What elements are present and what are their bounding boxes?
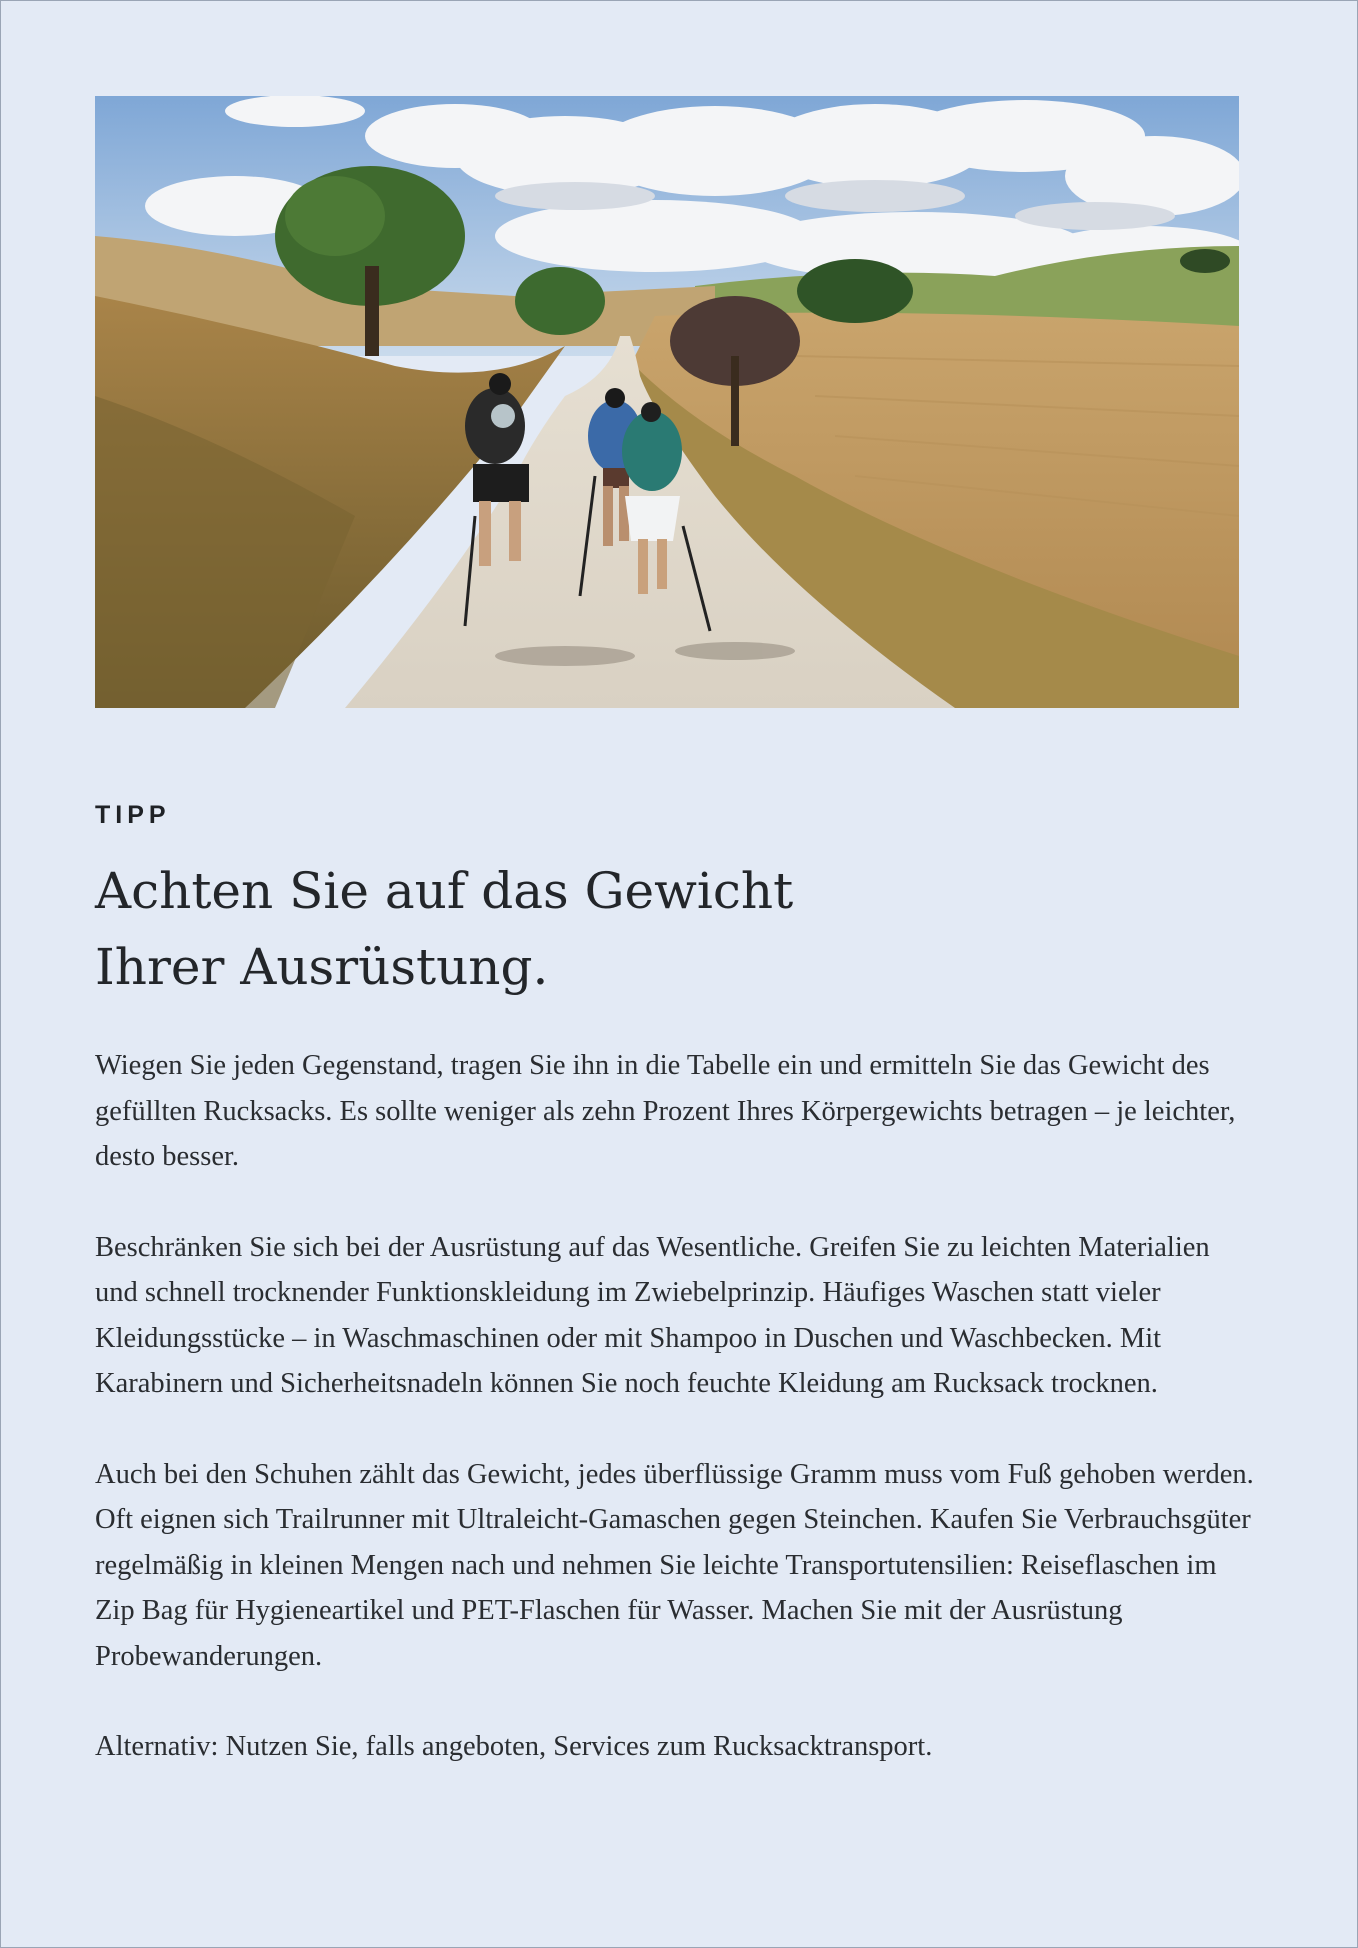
paragraph-shoes: Auch bei den Schuhen zählt das Gewicht, jedes überflüssige Gramm muss vom Fuß gehoben werden. Oft eignen sich Trailrunner mit Ultraleicht-Gamaschen gegen Steinchen. Kaufen Sie Verbrauchsgüter regelmäßig in kleinen Mengen nach und nehmen Sie leichte Transportutensilien: Reiseflaschen im Zip Bag für Hygieneartikel und PET-Flaschen für Wasser. Machen Sie mit der Ausrüstung Probewanderungen. bbox=[95, 1458, 1254, 1672]
article-headline bbox=[95, 853, 1245, 1005]
headline-line-1: Achten Sie auf das Gewicht bbox=[95, 862, 794, 920]
hikers-on-trail-photo bbox=[95, 96, 1239, 708]
headline-line-2: Ihrer Ausrüstung. bbox=[95, 938, 549, 996]
article-body bbox=[95, 1043, 1255, 1815]
paragraph-essentials: Beschränken Sie sich bei der Ausrüstung auf das Wesentliche. Greifen Sie zu leichten Materialien und schnell trocknender Funktionskleidung im Zwiebelprinzip. Häufiges Waschen statt vieler Kleidungsstücke – in Waschmaschinen oder mit Shampoo in Duschen und Waschbecken. Mit Karabinern und Sicherheitsnadeln können Sie noch feuchte Kleidung am Rucksack trocknen. bbox=[95, 1231, 1210, 1399]
paragraph-alternative: Alternativ: Nutzen Sie, falls angeboten, Services zum Rucksacktransport. bbox=[95, 1731, 933, 1762]
paragraph-weighing: Wiegen Sie jeden Gegenstand, tragen Sie ihn in die Tabelle ein und ermitteln Sie das Gewicht des gefüllten Rucksacks. Es sollte weniger als zehn Prozent Ihres Körpergewichts betragen – je leichter, desto besser. bbox=[95, 1050, 1236, 1172]
tip-label: TIPP bbox=[95, 801, 171, 829]
